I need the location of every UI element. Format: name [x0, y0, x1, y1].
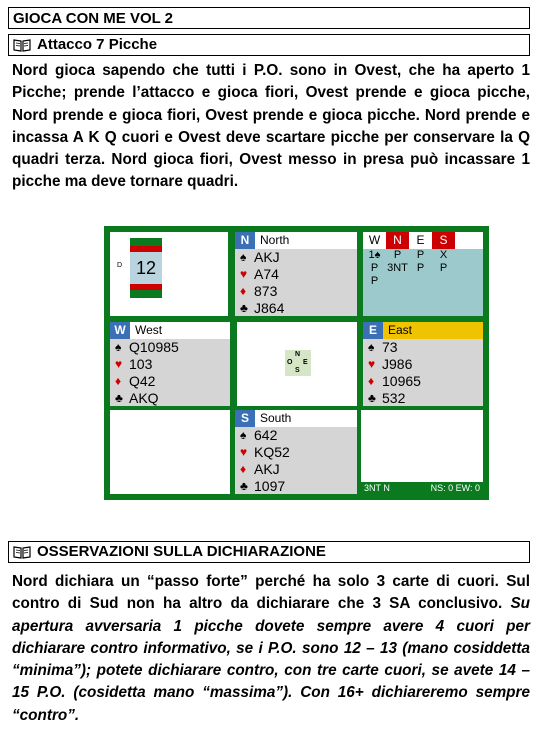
bid: 1♠ — [368, 249, 381, 261]
north-name: North — [260, 233, 290, 247]
contract-bar — [361, 482, 483, 494]
bidding-notes-text: Nord dichiara un “passo forte” perché ha solo 3 carte di cuori. Sul contro di Sud non ha altro da dichiarare che 3 SA conclusivo. — [12, 573, 530, 613]
book-icon — [13, 38, 31, 52]
bid-header-east: E — [416, 233, 425, 247]
east-hand — [363, 322, 483, 406]
bid-header-west: W — [368, 233, 381, 247]
vulnerability: NS: 0 EW: 0 — [430, 483, 480, 493]
bid — [386, 275, 409, 288]
dealer-label: D — [117, 262, 123, 269]
west-spades: Q10985 — [129, 339, 179, 355]
book-icon — [13, 545, 31, 559]
empty-cell — [110, 410, 230, 494]
south-hearts: KQ52 — [254, 444, 290, 460]
bid: P — [416, 262, 425, 274]
north-clubs: J864 — [254, 300, 285, 316]
south-spades: 642 — [254, 427, 278, 443]
contract: 3NT N — [364, 483, 390, 493]
diamond-icon: ♦ — [240, 462, 247, 476]
bidding-notes — [12, 571, 530, 727]
north-vuln-bar — [130, 238, 162, 246]
south-clubs: 1097 — [254, 478, 286, 494]
play-description: Nord gioca sapendo che tutti i P.O. sono in Ovest, che ha aperto 1 Picche; prende l’attacco e gioca fiori, Ovest prende e gioca picche, Nord prende e gioca fiori, Ovest prende e gioca picche. Nord prende e incassa A K Q cuori e Ovest deve scartare picche per conservare la Q quadri terza. Nord gioca fiori, Ovest messo in presa può incassare 1 picche ma deve tornare quadri. — [12, 62, 530, 191]
diamond-icon: ♦ — [368, 374, 375, 388]
heart-icon: ♥ — [368, 357, 376, 371]
title-text: GIOCA CON ME VOL 2 — [13, 10, 174, 27]
east-diamonds: 10965 — [382, 373, 421, 389]
compass-south: S — [295, 367, 300, 374]
bid — [409, 275, 432, 288]
bid: P — [416, 249, 425, 261]
south-hand — [235, 410, 357, 494]
section-title-text: OSSERVAZIONI SULLA DICHIARAZIONE — [37, 543, 326, 560]
spade-icon: ♠ — [115, 340, 122, 354]
east-name: East — [388, 323, 413, 337]
bidding-notes-italic: Su apertura avversaria 1 picche dovete sempre avere 4 cuori per dichiarare contro informativo, se i P.O. sono 12 – 13 (mano cosiddetta “minima”); potete dichiarare contro, con tre carte cuori, se avete 14 – 15 P.O. (cosidetta mano “massima”). Con 16+ dichiareremo sempre “contro”. — [12, 595, 531, 724]
north-hearts: A74 — [254, 266, 279, 282]
club-icon: ♣ — [240, 479, 248, 493]
west-clubs: AKQ — [129, 390, 159, 406]
bid: P — [370, 262, 379, 274]
diamond-icon: ♦ — [240, 284, 247, 298]
west-name: West — [135, 323, 163, 337]
document-title — [8, 7, 530, 29]
result-cell — [361, 410, 483, 494]
south-vuln-bar — [130, 290, 162, 298]
diamond-icon: ♦ — [115, 374, 122, 388]
north-seat-badge: N — [235, 232, 255, 249]
club-icon: ♣ — [368, 391, 376, 405]
north-diamonds: 873 — [254, 283, 278, 299]
table-center — [237, 322, 357, 406]
west-hand — [110, 322, 230, 406]
spade-icon: ♠ — [240, 428, 247, 442]
east-hearts: J986 — [382, 356, 413, 372]
bidding-box — [363, 232, 483, 316]
south-seat-badge: S — [235, 410, 255, 427]
west-diamonds: Q42 — [129, 373, 156, 389]
bid: P — [393, 249, 402, 261]
bid-header-north: N — [386, 232, 409, 249]
compass-north: N — [295, 351, 301, 358]
west-hearts: 103 — [129, 356, 153, 372]
club-icon: ♣ — [240, 301, 248, 315]
lead-text: Attacco 7 Picche — [37, 36, 158, 53]
compass-icon — [285, 350, 311, 376]
section-title — [8, 541, 530, 563]
bid-header-south: S — [432, 232, 455, 249]
club-icon: ♣ — [115, 391, 123, 405]
lead-header — [8, 34, 530, 56]
bid-row — [363, 275, 483, 288]
east-clubs: 532 — [382, 390, 406, 406]
east-spades: 73 — [382, 339, 398, 355]
dealer-box — [116, 238, 176, 298]
board-info-cell — [110, 232, 228, 316]
spade-icon: ♠ — [368, 340, 375, 354]
north-hand — [235, 232, 357, 316]
bid-row — [363, 249, 483, 262]
compass-west: O — [287, 359, 293, 366]
south-name: South — [260, 411, 292, 425]
heart-icon: ♥ — [115, 357, 123, 371]
bridge-board — [104, 226, 489, 500]
heart-icon: ♥ — [240, 267, 248, 281]
west-seat-badge: W — [110, 322, 130, 339]
north-spades: AKJ — [254, 249, 280, 265]
board-number: 12 — [130, 252, 162, 284]
bid: P — [439, 262, 448, 274]
south-diamonds: AKJ — [254, 461, 280, 477]
bid: X — [439, 249, 448, 261]
spade-icon: ♠ — [240, 250, 247, 264]
bid: P — [370, 275, 379, 287]
east-seat-badge: E — [363, 322, 383, 339]
heart-icon: ♥ — [240, 445, 248, 459]
bid — [432, 275, 455, 288]
bid: 3NT — [387, 262, 408, 274]
bid-row — [363, 262, 483, 275]
compass-east: E — [303, 359, 308, 366]
